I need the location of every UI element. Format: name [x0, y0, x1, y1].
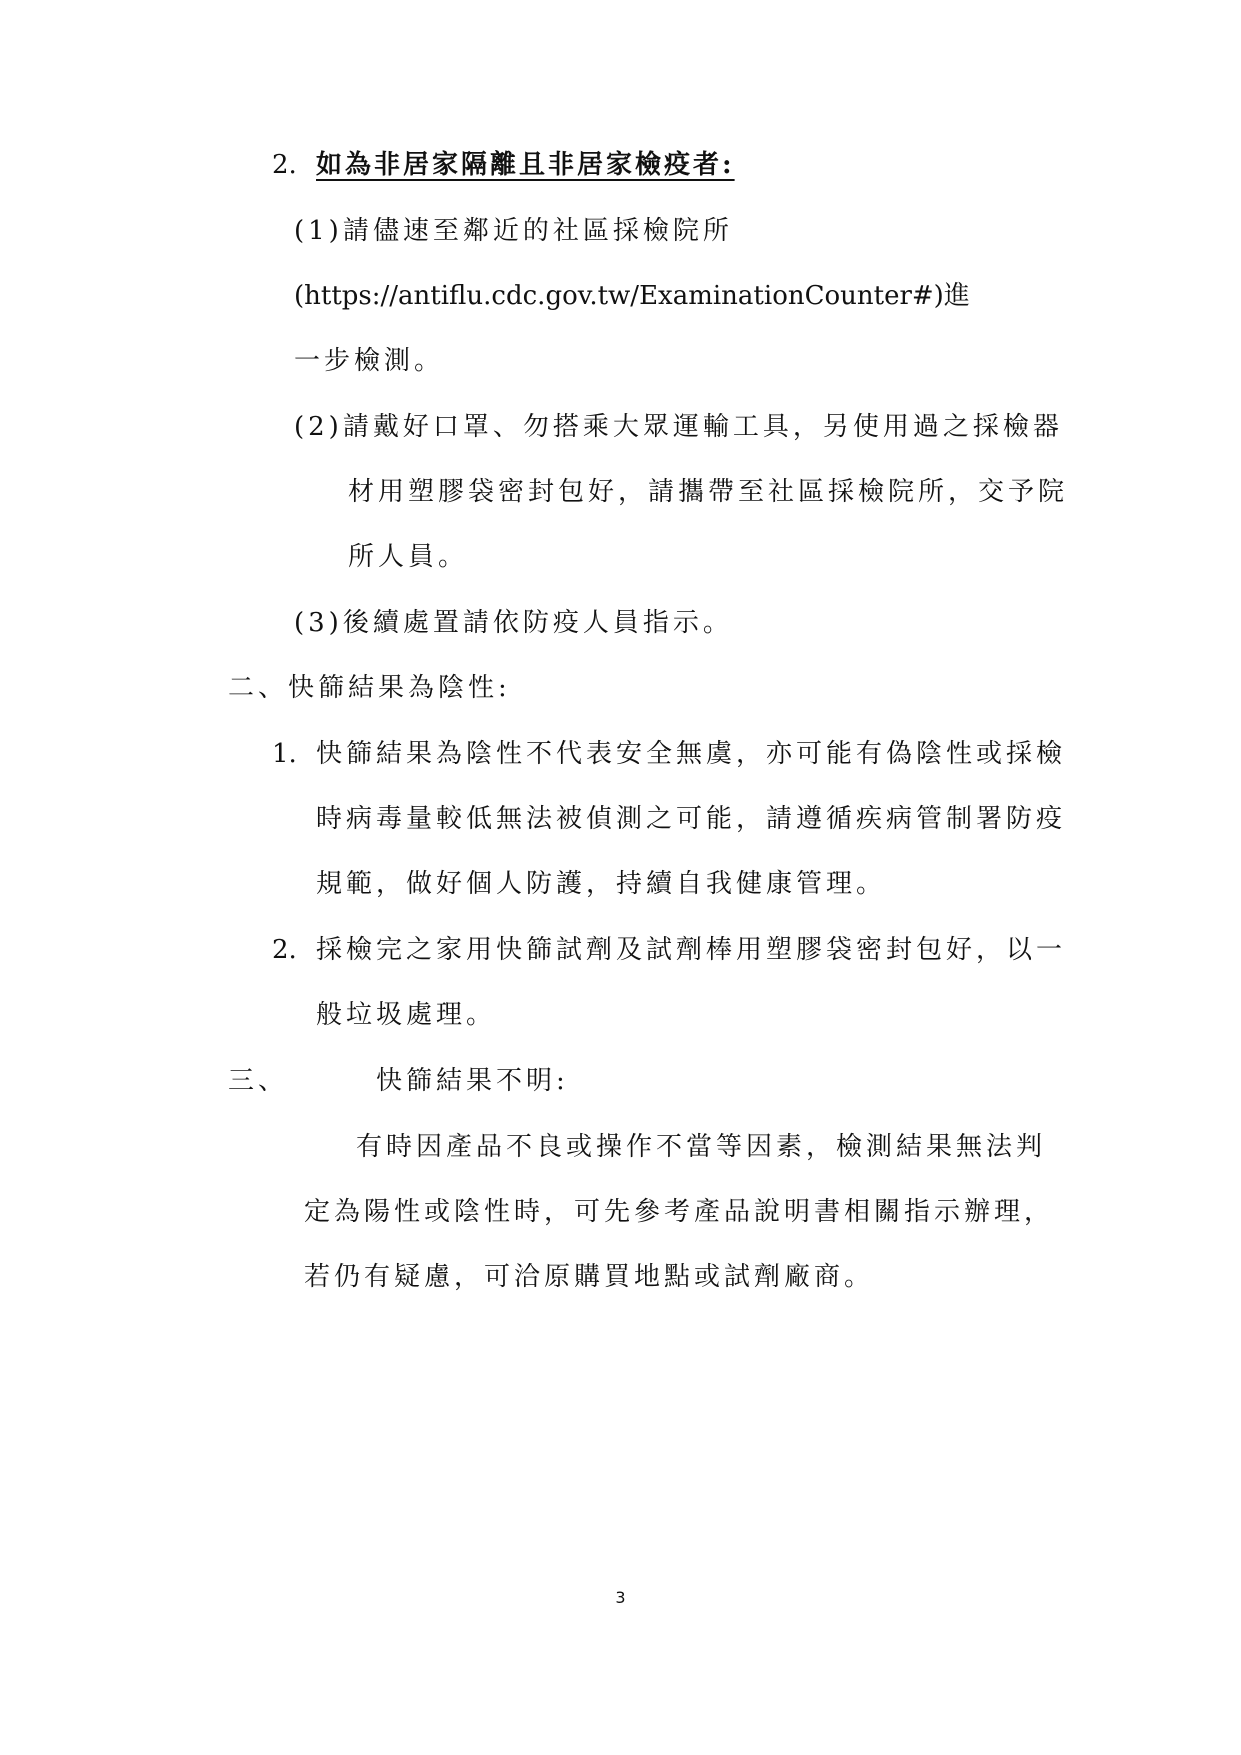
section-2-item-1-number: 1.	[272, 739, 297, 769]
section-2-item-2-number: 2.	[272, 935, 297, 965]
section-2-item-1-line-1	[272, 737, 1066, 771]
step-1-line-2: (https://antiflu.cdc.gov.tw/ExaminationCounter#)進	[294, 281, 970, 311]
item-2-title: 如為非居家隔離且非居家檢疫者:	[316, 150, 735, 180]
item-2-number: 2.	[272, 150, 297, 180]
section-2-item-1-text-1: 快篩結果為陰性不代表安全無虞，亦可能有偽陰性或採檢	[316, 739, 1067, 769]
section-3-paragraph-line-3: 若仍有疑慮，可洽原購買地點或試劑廠商。	[304, 1262, 875, 1292]
step-1-line-1: (1)請儘速至鄰近的社區採檢院所	[294, 216, 733, 246]
step-2-line-3: 所人員。	[348, 542, 469, 572]
section-3-heading	[228, 1064, 569, 1098]
section-3-marker: 三、	[228, 1066, 289, 1096]
section-2-item-2-text-1: 採檢完之家用快篩試劑及試劑棒用塑膠袋密封包好，以一	[316, 935, 1067, 965]
section-3-title: 快篩結果不明:	[376, 1066, 569, 1096]
page-number: 3	[615, 1588, 626, 1607]
section-3-paragraph-line-2: 定為陽性或陰性時，可先參考產品說明書相關指示辦理，	[304, 1197, 1055, 1227]
step-2-line-1: (2)請戴好口罩、勿搭乘大眾運輸工具，另使用過之採檢器	[294, 412, 1063, 442]
section-3-paragraph-line-1: 有時因產品不良或操作不當等因素，檢測結果無法判	[356, 1132, 1047, 1162]
step-1-line-3: 一步檢測。	[294, 346, 445, 376]
section-2-title: 二、快篩結果為陰性:	[228, 673, 511, 703]
step-3-line-1: (3)後續處置請依防疫人員指示。	[294, 608, 733, 638]
section-2-item-2-line-1	[272, 933, 1066, 967]
section-2-item-2-line-2: 般垃圾處理。	[316, 1000, 497, 1030]
step-2-line-2: 材用塑膠袋密封包好，請攜帶至社區採檢院所，交予院	[348, 477, 1069, 507]
item-2-heading	[272, 148, 735, 182]
section-2-item-1-line-2: 時病毒量較低無法被偵測之可能，請遵循疾病管制署防疫	[316, 804, 1067, 834]
section-2-item-1-line-3: 規範，做好個人防護，持續自我健康管理。	[316, 869, 887, 899]
